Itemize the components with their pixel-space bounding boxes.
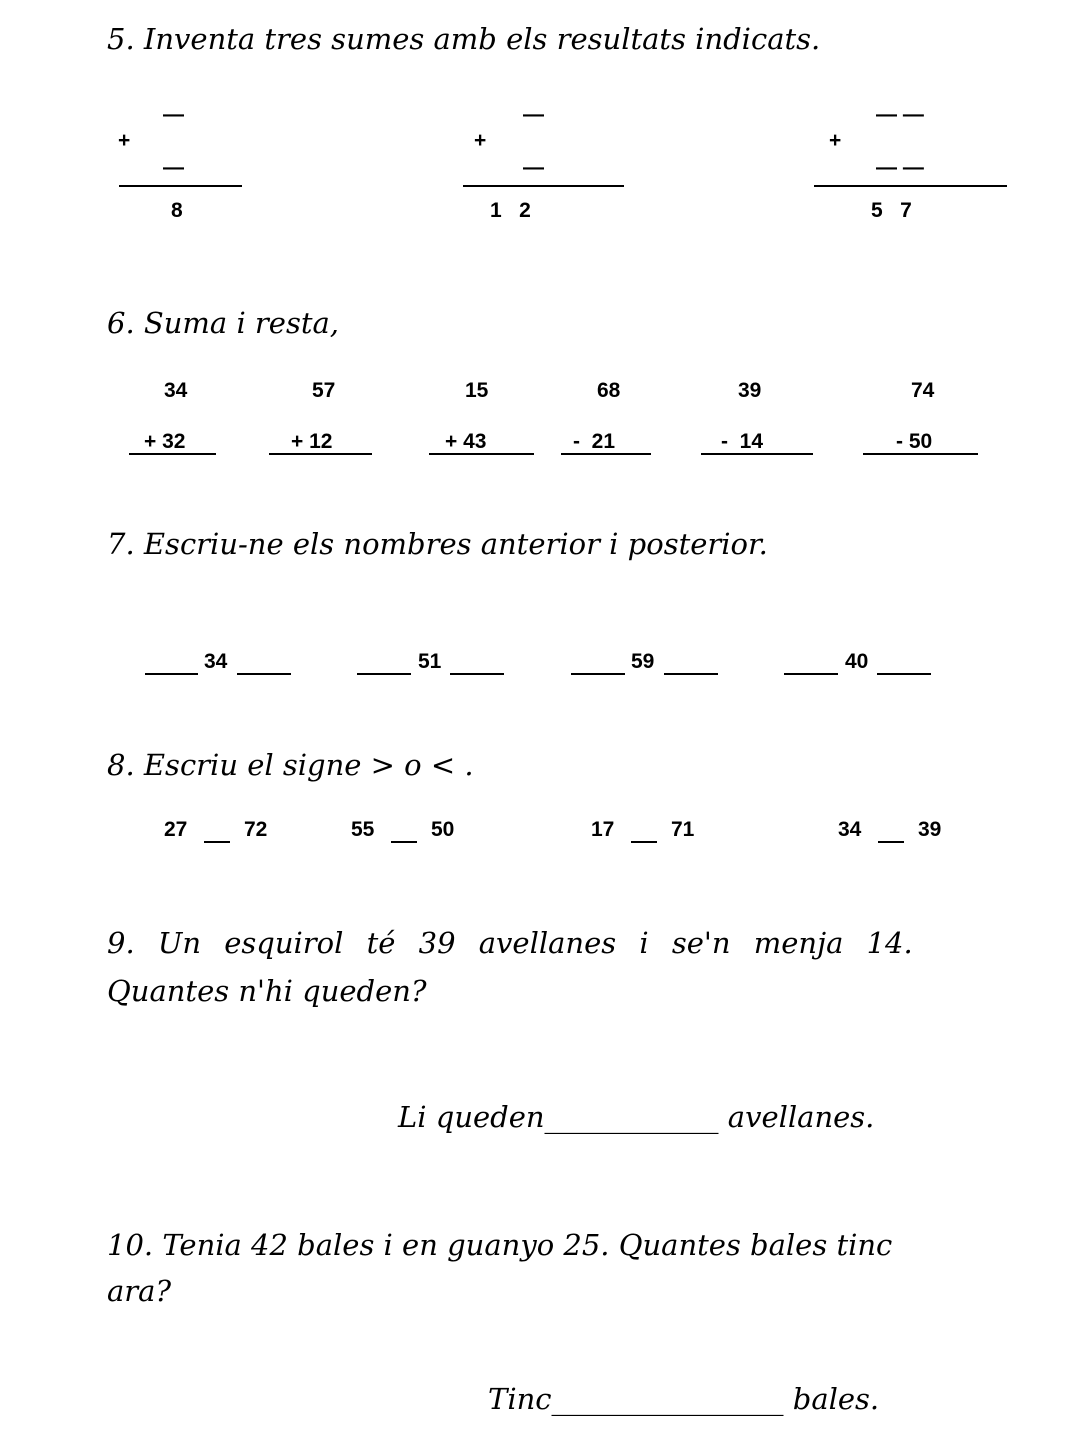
n1-before-blank[interactable] <box>145 673 198 675</box>
sum1-top-slot[interactable]: — <box>163 103 184 126</box>
sum3-top-slot[interactable]: — — <box>876 103 924 126</box>
sum1-bottom-slot[interactable]: — <box>163 156 184 179</box>
n4-number: 40 <box>845 650 869 673</box>
ex10-answer[interactable]: Tinc________________ bales. <box>488 1382 880 1416</box>
n3-after-blank[interactable] <box>664 673 718 675</box>
ex10-line-1: 10. Tenia 42 bales i en guanyo 25. Quantes bales tinc <box>107 1228 893 1262</box>
op4-bottom: - 21 <box>573 430 616 453</box>
ex9-answer[interactable]: Li queden____________ avellanes. <box>398 1100 875 1134</box>
op3-top: 15 <box>465 379 489 402</box>
cmp1-b: 72 <box>244 818 268 841</box>
cmp1-a: 27 <box>164 818 188 841</box>
cmp1-blank[interactable] <box>204 841 230 843</box>
op5-top: 39 <box>738 379 762 402</box>
op1-bottom: + 32 <box>144 430 186 453</box>
n3-before-blank[interactable] <box>571 673 625 675</box>
n1-after-blank[interactable] <box>237 673 291 675</box>
cmp3-b: 71 <box>671 818 695 841</box>
sum2-top-slot[interactable]: — <box>523 103 544 126</box>
op6-top: 74 <box>911 379 935 402</box>
sum3-plus: + <box>829 129 842 152</box>
op1-line <box>129 453 216 455</box>
op6-line <box>863 453 978 455</box>
op4-top: 68 <box>597 379 621 402</box>
cmp4-b: 39 <box>918 818 942 841</box>
op5-line <box>701 453 813 455</box>
n4-after-blank[interactable] <box>877 673 931 675</box>
op2-line <box>269 453 372 455</box>
ex7-title: 7. Escriu-ne els nombres anterior i posterior. <box>107 527 768 561</box>
n1-number: 34 <box>204 650 228 673</box>
sum2-line <box>463 185 624 187</box>
cmp4-a: 34 <box>838 818 862 841</box>
ex8-title: 8. Escriu el signe > o < . <box>107 748 474 782</box>
n4-before-blank[interactable] <box>784 673 838 675</box>
op3-bottom: + 43 <box>445 430 487 453</box>
sum2-result: 1 2 <box>490 199 531 222</box>
sum1-plus: + <box>118 129 131 152</box>
ex5-title: 5. Inventa tres sumes amb els resultats indicats. <box>107 22 821 56</box>
sum3-bottom-slot[interactable]: — — <box>876 156 924 179</box>
cmp3-blank[interactable] <box>631 841 657 843</box>
op2-bottom: + 12 <box>291 430 333 453</box>
cmp2-b: 50 <box>431 818 455 841</box>
ex9-line-1: 9. Un esquirol té 39 avellanes i se'n menja 14. <box>107 926 913 960</box>
ex10-line-2: ara? <box>107 1274 171 1308</box>
ex6-title: 6. Suma i resta, <box>107 306 339 340</box>
sum3-result: 5 7 <box>871 199 912 222</box>
cmp2-blank[interactable] <box>391 841 417 843</box>
op6-bottom: - 50 <box>896 430 933 453</box>
sum1-result: 8 <box>171 199 183 222</box>
sum1-line <box>119 185 242 187</box>
n2-after-blank[interactable] <box>450 673 504 675</box>
cmp3-a: 17 <box>591 818 615 841</box>
op3-line <box>429 453 534 455</box>
sum2-plus: + <box>474 129 487 152</box>
op5-bottom: - 14 <box>721 430 764 453</box>
n3-number: 59 <box>631 650 655 673</box>
cmp2-a: 55 <box>351 818 375 841</box>
ex9-line-2: Quantes n'hi queden? <box>107 974 427 1008</box>
op2-top: 57 <box>312 379 336 402</box>
n2-before-blank[interactable] <box>357 673 411 675</box>
sum2-bottom-slot[interactable]: — <box>523 156 544 179</box>
sum3-line <box>814 185 1007 187</box>
op4-line <box>561 453 651 455</box>
n2-number: 51 <box>418 650 442 673</box>
op1-top: 34 <box>164 379 188 402</box>
cmp4-blank[interactable] <box>878 841 904 843</box>
